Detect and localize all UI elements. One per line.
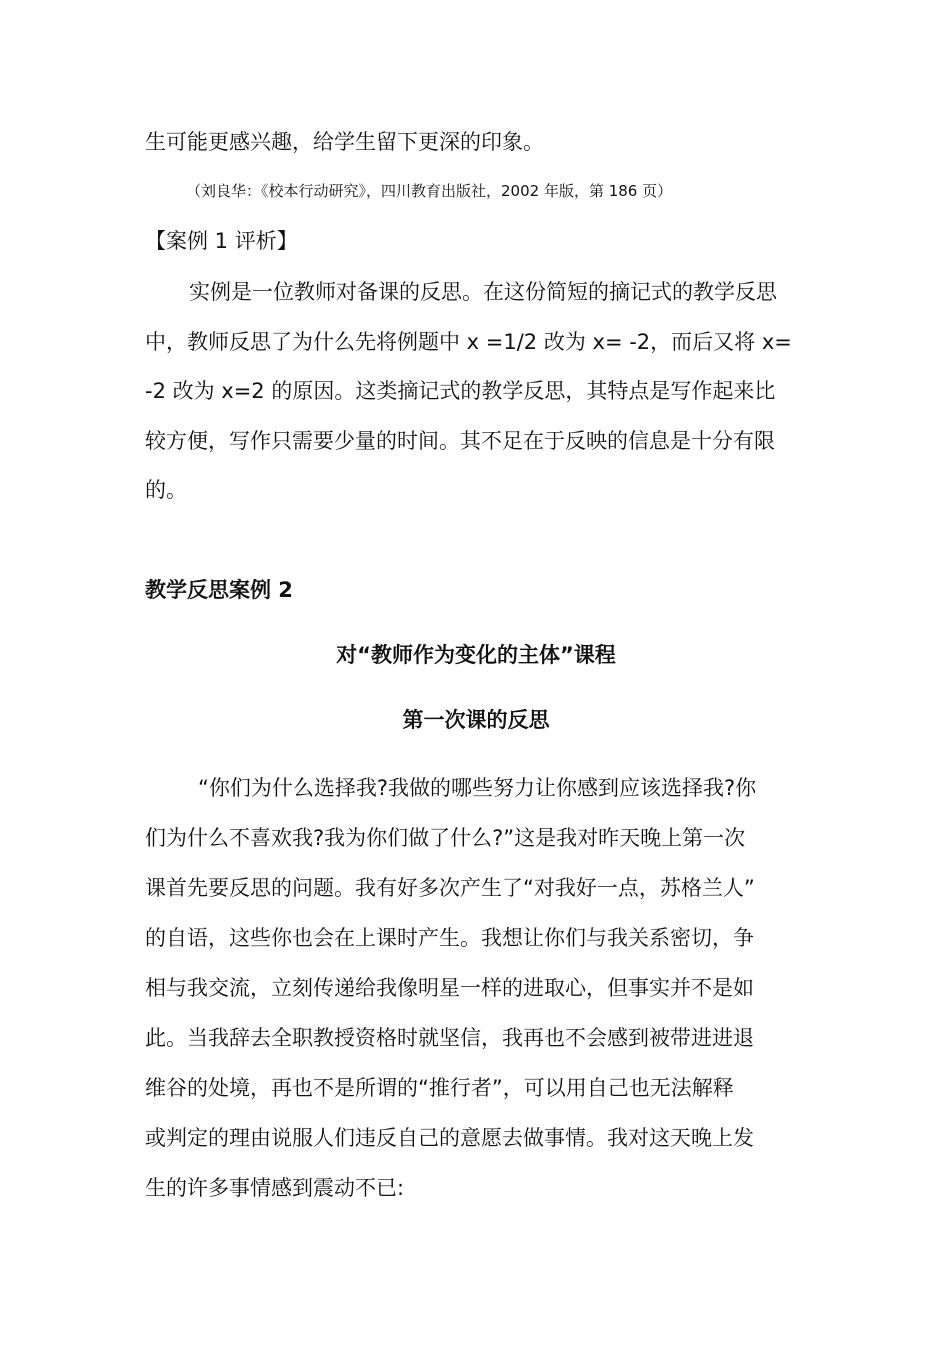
title-line-2: 第一次课的反思 xyxy=(402,708,550,732)
title-line-1: 对“教师作为变化的主体”课程 xyxy=(336,643,616,667)
case1-heading: 【案例 1 评析】 xyxy=(145,229,298,253)
body-line: 此。当我辞去全职教授资格时就坚信，我再也不会感到被带进进退 xyxy=(145,1026,754,1050)
analysis-line: 中，教师反思了为什么先将例题中 x =1/2 改为 x= -2，而后又将 x= xyxy=(145,330,792,354)
analysis-line: -2 改为 x=2 的原因。这类摘记式的教学反思，其特点是写作起来比 xyxy=(145,379,776,403)
body-line: “你们为什么选择我?我做的哪些努力让你感到应该选择我?你 xyxy=(198,776,757,800)
citation: （刘良华：《校本行动研究》，四川教育出版社，2002 年版，第 186 页） xyxy=(186,182,673,200)
body-line: 生的许多事情感到震动不已: xyxy=(145,1176,405,1200)
body-line: 们为什么不喜欢我?我为你们做了什么?”这是我对昨天晚上第一次 xyxy=(145,826,746,850)
body-line: 相与我交流，立刻传递给我像明星一样的进取心，但事实并不是如 xyxy=(145,976,754,1000)
body-line: 课首先要反思的问题。我有好多次产生了“对我好一点，苏格兰人” xyxy=(145,876,755,900)
body-line: 或判定的理由说服人们违反自己的意愿去做事情。我对这天晚上发 xyxy=(145,1126,754,1150)
body-line: 维谷的处境，再也不是所谓的“推行者”，可以用自己也无法解释 xyxy=(145,1076,734,1100)
body-line: 的自语，这些你也会在上课时产生。我想让你们与我关系密切，争 xyxy=(145,926,754,950)
analysis-line: 的。 xyxy=(145,478,187,502)
analysis-line: 实例是一位教师对备课的反思。在这份简短的摘记式的教学反思 xyxy=(189,280,777,304)
continuation-line: 生可能更感兴趣，给学生留下更深的印象。 xyxy=(145,130,544,154)
analysis-line: 较方便，写作只需要少量的时间。其不足在于反映的信息是十分有限 xyxy=(145,429,775,453)
case2-heading: 教学反思案例 2 xyxy=(145,578,293,602)
